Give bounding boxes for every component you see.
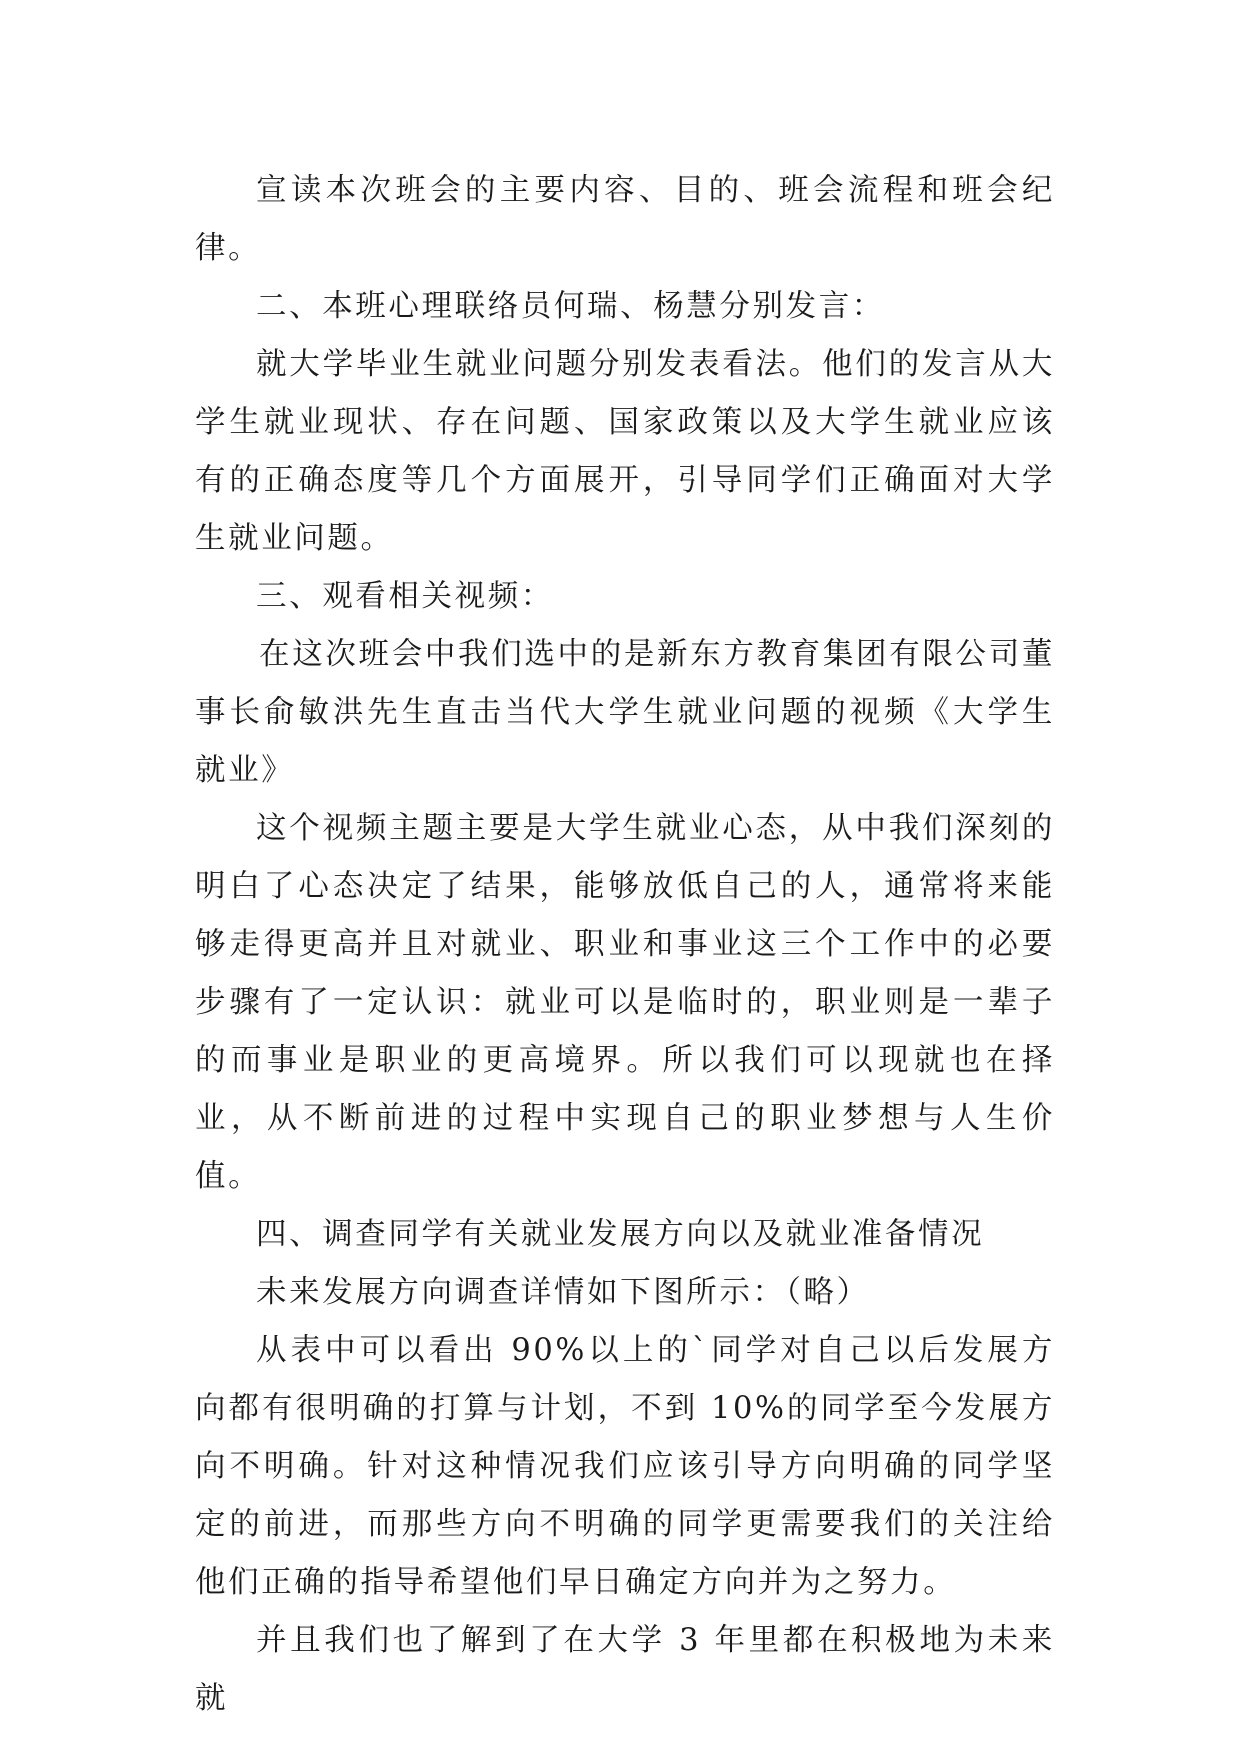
section-four-heading: 四、调查同学有关就业发展方向以及就业准备情况 [256,1217,985,1252]
paragraph-survey-note: 未来发展方向调查详情如下图所示：（略） [256,1275,870,1310]
paragraph-survey-analysis: 从表中可以看出 90%以上的`同学对自己以后发展方向都有很明确的打算与计划，不到 10%的同学至今发展方向不明确。针对这种情况我们应该引导方向明确的同学坚定的前进，而那些方向不明确的同学更需要我们的关注给他们正确的指导希望他们早日确定方向并为之努力。 [195,1333,1055,1600]
paragraph-mindset: 这个视频主题主要是大学生就业心态，从中我们深刻的明白了心态决定了结果，能够放低自己的人，通常将来能够走得更高并且对就业、职业和事业这三个工作中的必要步骤有了一定认识：就业可以是临时的，职业则是一辈子的而事业是职业的更高境界。所以我们可以现就也在择业，从不断前进的过程中实现自己的职业梦想与人生价值。 [195,811,1055,1194]
document-body [195,162,1055,1728]
section-three-heading: 三、观看相关视频： [256,579,554,614]
paragraph-intro: 宣读本次班会的主要内容、目的、班会流程和班会纪律。 [195,173,1055,266]
paragraph-preparation: 并且我们也了解到了在大学 3 年里都在积极地为未来就 [195,1623,1055,1716]
paragraph-speech: 就大学毕业生就业问题分别发表看法。他们的发言从大学生就业现状、存在问题、国家政策以及大学生就业应该有的正确态度等几个方面展开，引导同学们正确面对大学生就业问题。 [195,347,1055,556]
section-two-heading: 二、本班心理联络员何瑞、杨慧分别发言： [256,289,885,324]
paragraph-video: 在这次班会中我们选中的是新东方教育集团有限公司董事长俞敏洪先生直击当代大学生就业问题的视频《大学生就业》 [195,637,1055,788]
